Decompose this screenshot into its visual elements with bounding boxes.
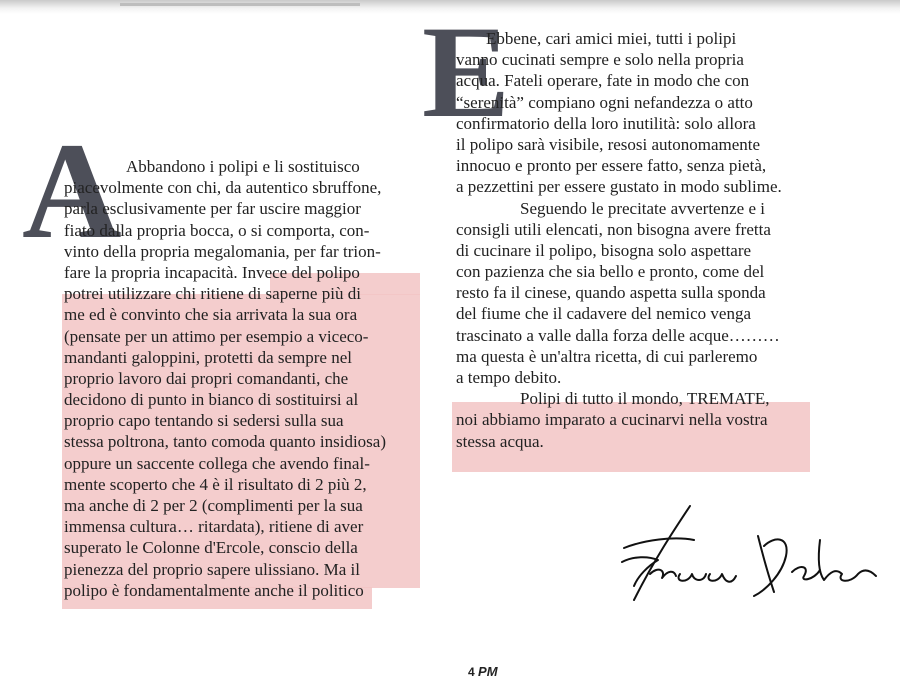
text-line: di cucinare il polipo, bisogna solo aspettare: [456, 240, 752, 260]
text-line: piacevolmente con chi, da autentico sbruffone,: [64, 178, 382, 198]
text-line: ma anche di 2 per 2 (complimenti per la sua: [64, 496, 363, 515]
text-line: con pazienza che sia bello e pronto, come del: [456, 262, 765, 282]
text-line: trascinato a valle dalla forza delle acque………: [456, 325, 780, 345]
text-line: “serenità” compiano ogni nefandezza o atto: [456, 92, 753, 112]
text-line: potrei utilizzare chi ritiene di saperne più di: [64, 284, 361, 304]
text-line: parla esclusivamente per far uscire maggior: [64, 199, 361, 219]
text-line: oppure un saccente collega che avendo final-: [64, 453, 370, 473]
drop-cap-e: E: [422, 0, 511, 145]
text-line: del fiume che il cadavere del nemico venga: [456, 304, 751, 324]
text-line: mandanti galoppini, protetti da sempre nel: [64, 347, 352, 367]
magazine-mark: PM: [478, 664, 498, 679]
text-line: polipo è fondamentalmente anche il politico: [64, 580, 364, 600]
page-number-value: 4: [468, 665, 475, 679]
text-line: a tempo debito.: [456, 368, 562, 387]
text-line: (pensate per un attimo per esempio a vicecо-: [64, 326, 369, 346]
text-line: vanno cucinati sempre e solo nella propria: [456, 50, 744, 70]
text-line: acqua. Fateli operare, fate in modo che con: [456, 71, 750, 91]
text-line: confirmatorio della loro inutilità: solo allora: [456, 113, 756, 133]
text-line: ma questa è un'altra ricetta, di cui parleremo: [456, 346, 758, 366]
left-column: [64, 156, 418, 601]
text-line: proprio lavoro dai propri comandanti, che: [64, 368, 349, 388]
text-line: consigli utili elencati, non bisogna avere fretta: [456, 219, 771, 239]
text-line: stessa acqua.: [456, 431, 544, 451]
text-line: vinto della propria megalomania, per far trion-: [64, 241, 381, 261]
text-line: innocuo e pronto per essere fatto, senza pietà,: [456, 156, 767, 176]
text-line: me ed è convinto che sia arrivata la sua ora: [64, 305, 358, 325]
text-line: Seguendo le precitate avvertenze e i: [520, 198, 765, 218]
text-line: superato le Colonne d'Ercole, conscio della: [64, 538, 358, 558]
text-line: noi abbiamo imparato a cucinarvi nella vostra: [456, 410, 768, 430]
text-line: Polipi di tutto il mondo, TREMATE,: [520, 389, 770, 409]
text-line: stessa poltrona, tanto comoda quanto insidiosa): [64, 432, 386, 452]
text-line: proprio capo tentando si sedersi sulla sua: [64, 411, 344, 431]
page-number: [468, 664, 498, 679]
text-line: il polipo sarà visibile, resosi autonomamente: [456, 134, 761, 154]
text-line: fiato dalla propria bocca, o si comporta, con-: [64, 220, 370, 240]
text-line: a pezzettini per essere gustato in modo sublime.: [456, 177, 782, 197]
text-line: immensa cultura… ritardata), ritiene di aver: [64, 517, 364, 537]
text-line: mente scoperto che 4 è il risultato di 2 più 2,: [64, 474, 367, 494]
text-line: pienezza del proprio sapere ulissiano. Ma il: [64, 559, 360, 579]
text-line: Abbandono i polipi e li sostituisco: [126, 157, 360, 176]
text-line: decidono di punto in bianco di sostituirsi al: [64, 390, 359, 410]
text-line: Ebbene, cari amici miei, tutti i polipi: [486, 29, 737, 48]
right-column: [456, 28, 810, 452]
handwritten-signature: [614, 500, 884, 610]
text-line: resto fa il cinese, quando aspetta sulla sponda: [456, 283, 766, 303]
drop-cap-a: A: [22, 114, 122, 267]
text-line: fare la propria incapacità. Invece del polipo: [64, 262, 360, 282]
